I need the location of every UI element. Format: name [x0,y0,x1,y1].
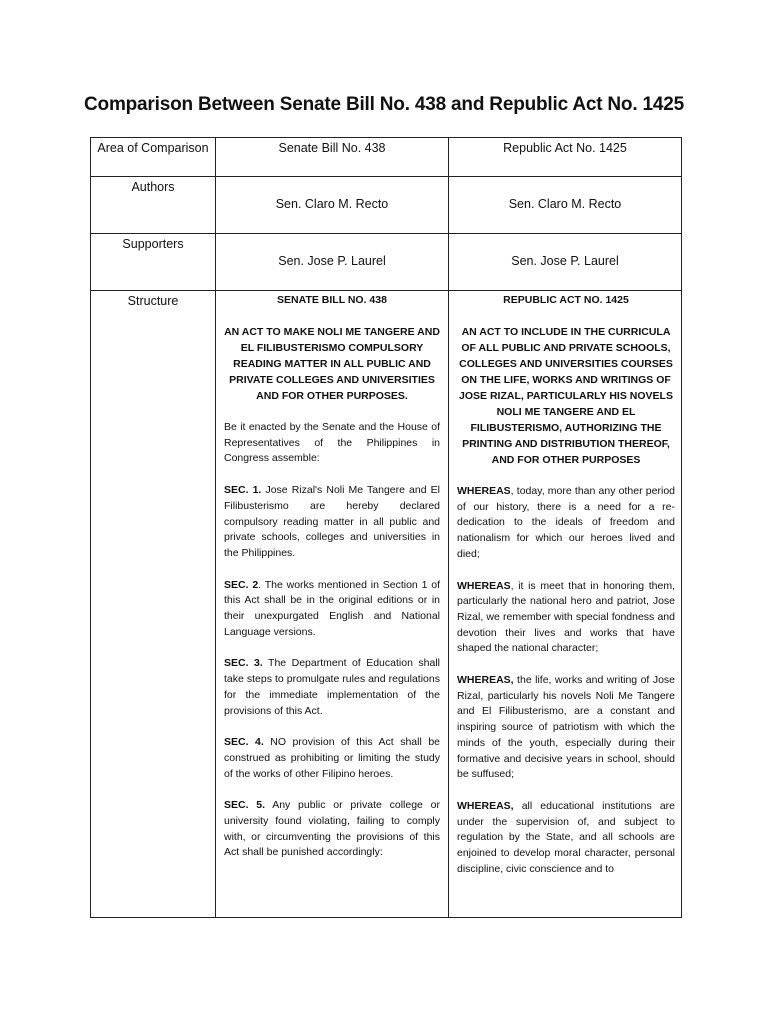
comparison-table [90,137,682,918]
authors-label: Authors [91,177,216,234]
ra-whereas-4: WHEREAS, all educational institutions are under the supervision of, and subject to regulation by the State, and all schools are enjoined to develop moral character, personal discipline, civic conscience and to [457,799,675,875]
ra-authors: Sen. Claro M. Recto [449,177,682,234]
sb-act-title: AN ACT TO MAKE NOLI ME TANGERE AND EL FILIBUSTERISMO COMPULSORY READING MATTER IN ALL PUBLIC AND PRIVATE COLLEGES AND UNIVERSITIES AND FOR OTHER PURPOSES. [224,326,440,402]
ra-structure-cell [449,291,682,918]
supporters-label: Supporters [91,234,216,291]
sb-authors: Sen. Claro M. Recto [216,177,449,234]
sb-structure-cell [216,291,449,918]
sb-heading: SENATE BILL NO. 438 [277,294,387,306]
ra-supporters: Sen. Jose P. Laurel [449,234,682,291]
header-row [91,138,682,177]
ra-whereas-3: WHEREAS, the life, works and writing of Jose Rizal, particularly his novels Noli Me Tangere and El Filibusterismo, are a constant and inspiring source of patriotism with which the minds of the youth, especially during their formative and decisive years in school, should be suffused; [457,674,675,781]
sb-supporters: Sen. Jose P. Laurel [216,234,449,291]
sb-section-3: SEC. 3. The Department of Education shall take steps to promulgate rules and regulations for the immediate implementation of the provisions of this Act. [224,657,440,717]
ra-whereas-2: WHEREAS, it is meet that in honoring them, particularly the national hero and patriot, Jose Rizal, we remember with special fondness and devotion their lives and works that have shaped the national character; [457,579,675,655]
authors-row [91,177,682,234]
page-title: Comparison Between Senate Bill No. 438 and Republic Act No. 1425 [84,94,684,115]
sb-section-2: SEC. 2. The works mentioned in Section 1 of this Act shall be in the original editions or in their unexpurgated English and National Language versions. [224,578,440,638]
ra-whereas-1: WHEREAS, today, more than any other period of our history, there is a need for a re-dedication to the ideals of freedom and nationalism for which our heroes lived and died; [457,485,675,560]
sb-section-1: SEC. 1. Jose Rizal's Noli Me Tangere and El Filibusterismo are hereby declared compulsory reading matter in all public and private schools, colleges and universities in the Philippines. [224,484,440,559]
area-header: Area of Comparison [91,138,216,177]
ra-heading: REPUBLIC ACT NO. 1425 [503,294,629,306]
structure-label: Structure [91,291,216,918]
sb-enacting-clause: Be it enacted by the Senate and the House of Representatives of the Philippines in Congress assemble: [224,421,440,465]
structure-row [91,291,682,918]
ra-act-title: AN ACT TO INCLUDE IN THE CURRICULA OF ALL PUBLIC AND PRIVATE SCHOOLS, COLLEGES AND UNIVERSITIES COURSES ON THE LIFE, WORKS AND WRITINGS OF JOSE RIZAL, PARTICULARLY HIS NOVELS NOLI ME TANGERE AND EL FILIBUSTERISMO, AUTHORIZING THE PRINTING AND DISTRIBUTION THEREOF, AND FOR OTHER PURPOSES [459,326,673,466]
sb-section-5: SEC. 5. Any public or private college or university found violating, failing to comply with, or circumventing the provisions of this Act shall be punished accordingly: [224,799,440,859]
supporters-row [91,234,682,291]
sb-header: Senate Bill No. 438 [216,138,449,177]
sb-section-4: SEC. 4. NO provision of this Act shall be construed as prohibiting or limiting the study of the works of other Filipino heroes. [224,736,440,780]
ra-header: Republic Act No. 1425 [449,138,682,177]
